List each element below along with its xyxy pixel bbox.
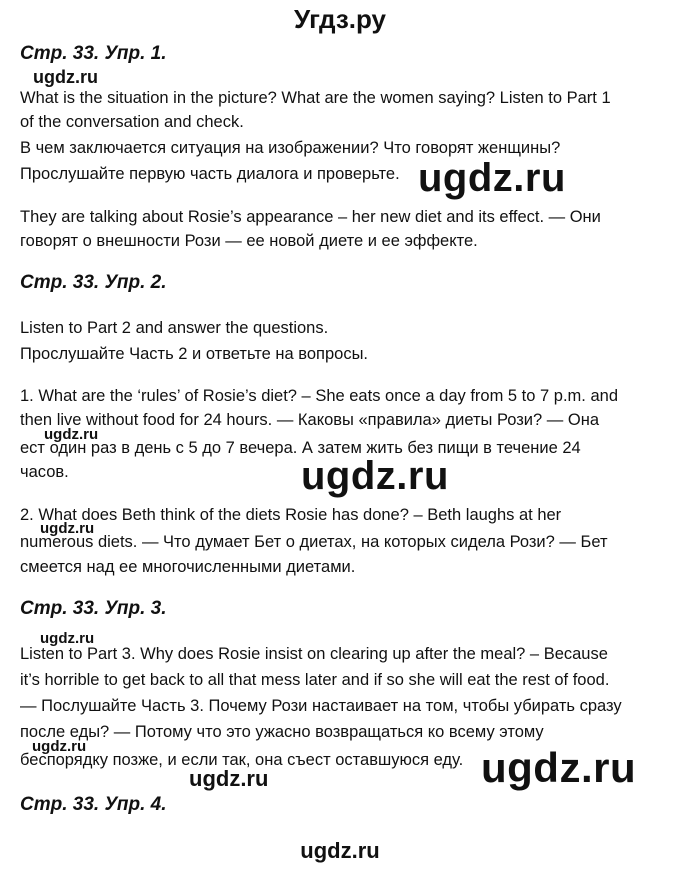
watermark-small: ugdz.ru — [33, 67, 98, 87]
text-line: после еды? — Потому что это ужасно возвращаться ко всему этому — [20, 723, 544, 741]
section-heading-2: Стр. 33. Упр. 2. — [20, 272, 167, 293]
text-line: говорят о внешности Рози — ее новой диете и ее эффекте. — [20, 232, 478, 250]
watermark-small: ugdz.ru — [40, 520, 95, 537]
section-heading-1: Стр. 33. Упр. 1. — [20, 43, 167, 64]
text-line: Listen to Part 3. Why does Rosie insist on clearing up after the meal? – Because — [20, 645, 608, 663]
text-line: it’s horrible to get back to all that mess later and if so she will eat the rest of food. — [20, 671, 610, 689]
text-line: then live without food for 24 hours. — Каковы «правила» диеты Рози? — Она — [20, 411, 599, 429]
watermark-small: ugdz.ru — [32, 738, 87, 755]
watermark-big: ugdz.ru — [481, 744, 637, 791]
text-line: смеется над ее многочисленными диетами. — [20, 558, 356, 576]
watermark-big: ugdz.ru — [301, 454, 449, 498]
section-heading-4: Стр. 33. Упр. 4. — [20, 794, 167, 815]
footer-watermark: ugdz.ru — [300, 838, 380, 863]
text-line: часов. — [20, 463, 69, 481]
text-line: беспорядку позже, и если так, она съест оставшуюся еду. — [20, 751, 464, 769]
text-line: They are talking about Rosie’s appearance – her new diet and its effect. — Они — [20, 208, 601, 226]
site-title: Угдз.ру — [294, 4, 386, 34]
text-line: Прослушайте первую часть диалога и проверьте. — [20, 165, 400, 183]
text-line: Listen to Part 2 and answer the questions. — [20, 319, 329, 337]
watermark-small: ugdz.ru — [40, 630, 95, 647]
text-line: 1. What are the ‘rules’ of Rosie’s diet? – She eats once a day from 5 to 7 p.m. and — [20, 387, 618, 405]
watermark-big: ugdz.ru — [418, 156, 566, 200]
text-line: numerous diets. — Что думает Бет о диетах, на которых сидела Рози? — Бет — [20, 533, 608, 551]
text-line: What is the situation in the picture? What are the women saying? Listen to Part 1 — [20, 89, 611, 107]
watermark-small: ugdz.ru — [44, 426, 99, 443]
text-line: 2. What does Beth think of the diets Rosie has done? – Beth laughs at her — [20, 506, 562, 524]
text-line: Прослушайте Часть 2 и ответьте на вопросы. — [20, 345, 369, 363]
text-line: — Послушайте Часть 3. Почему Рози настаивает на том, чтобы убирать сразу — [20, 697, 622, 715]
text-line: ест один раз в день с 5 до 7 вечера. А затем жить без пищи в течение 24 — [20, 439, 581, 457]
watermark-mid: ugdz.ru — [189, 766, 269, 791]
text-line: of the conversation and check. — [20, 113, 244, 131]
section-heading-3: Стр. 33. Упр. 3. — [20, 598, 167, 619]
text-line: В чем заключается ситуация на изображении? Что говорят женщины? — [20, 139, 561, 157]
